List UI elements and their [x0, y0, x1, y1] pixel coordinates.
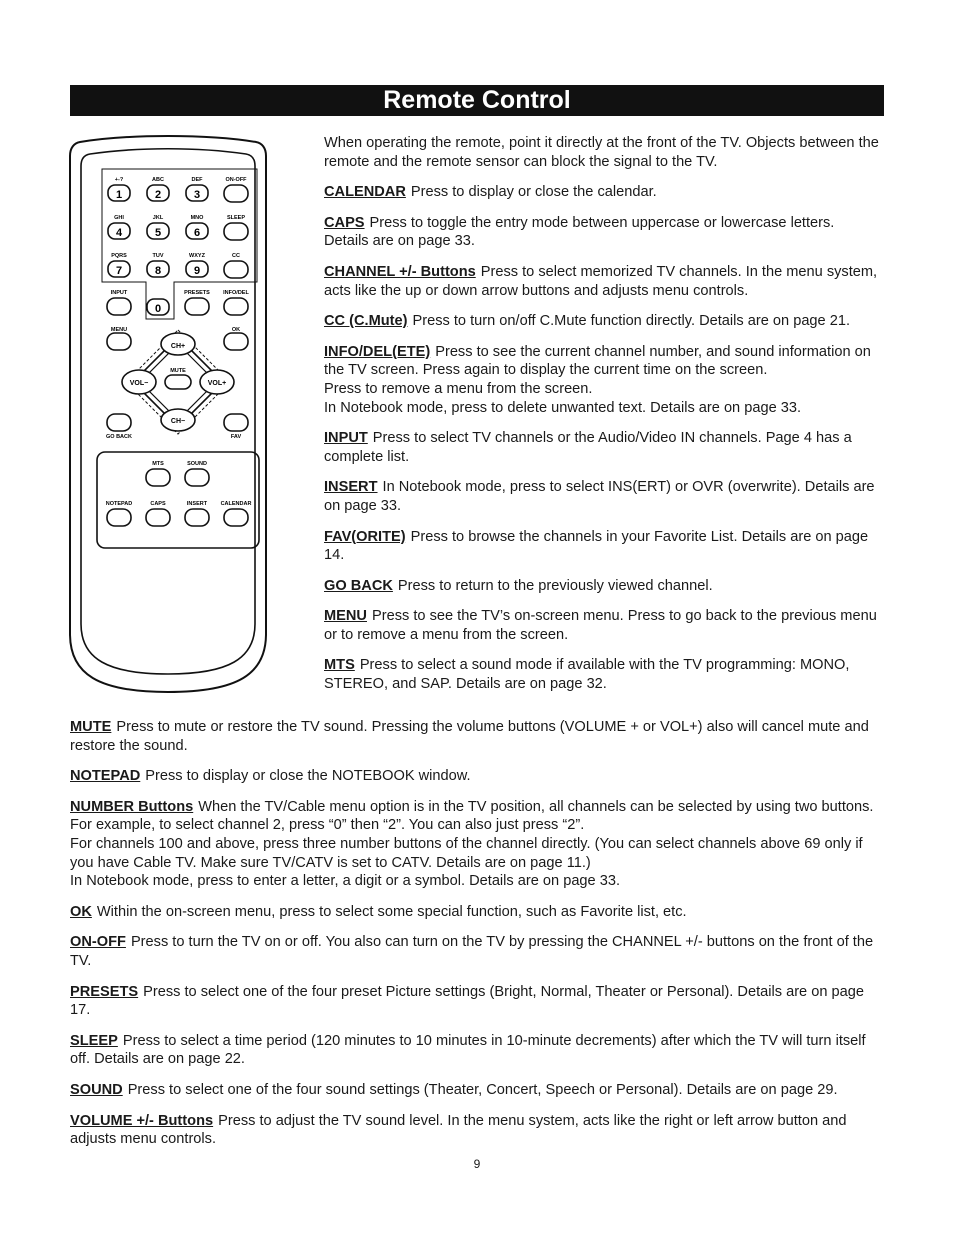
- definition-term: NUMBER Buttons: [70, 798, 194, 815]
- definition-term: MENU: [324, 608, 367, 625]
- definition-term: MUTE: [70, 719, 112, 735]
- definition-text: In Notebook mode, press to enter a letter, a digit or a symbol. Details are on page 33.: [70, 873, 621, 890]
- definition-text: Press to mute or restore the TV sound. Pressing the volume buttons (VOLUME + or VOL+) also will cancel mute and restore the sound.: [70, 719, 869, 754]
- number-button-caption: JKL: [152, 215, 164, 221]
- definition-channel-buttons: [324, 263, 882, 300]
- definition-text: Press to see the current channel number, and sound information on the TV screen. Press again to display the current time on the screen.: [324, 343, 871, 379]
- bottom-buttons: [106, 461, 252, 526]
- definition-term: CHANNEL +/- Buttons: [324, 263, 476, 280]
- side-button-cc: [224, 261, 248, 278]
- number-button-caption: +-?: [114, 177, 124, 183]
- definition-term: VOLUME +/- Buttons: [70, 1112, 214, 1129]
- definition-term: GO BACK: [324, 577, 393, 594]
- definition-text: Press to select one of the four preset Picture settings (Bright, Normal, Theater or Personal). Details are on page 17.: [70, 983, 864, 1019]
- number-button-digit: 7: [115, 265, 123, 277]
- definition-cc-c-mute: [324, 312, 882, 331]
- notepad-caption: NOTEPAD: [105, 501, 133, 507]
- definition-text: Press to remove a menu from the screen.: [324, 380, 593, 397]
- number-button-caption: GHI: [114, 215, 124, 221]
- insert-button: [185, 509, 209, 526]
- nav-cluster: [106, 327, 248, 440]
- side-button-caption: INPUT: [110, 290, 128, 296]
- definition-text: Press to select one of the four sound settings (Theater, Concert, Speech or Personal). Details are on page 29.: [127, 1081, 838, 1098]
- definition-input: [324, 429, 882, 466]
- ch-down-label: CH−: [170, 418, 186, 425]
- remote-control-illustration: [68, 134, 268, 696]
- insert-caption: INSERT: [186, 501, 208, 507]
- definition-notepad: [70, 767, 882, 786]
- caps-button: [146, 509, 170, 526]
- number-button-digit: 6: [193, 227, 201, 239]
- definition-number-buttons: [70, 798, 882, 891]
- definition-text: Press to toggle the entry mode between uppercase or lowercase letters. Details are on page 33.: [324, 214, 835, 250]
- definition-term: CAPS: [324, 214, 365, 231]
- page-number: 9: [473, 1157, 481, 1171]
- mts-caption: MTS: [152, 461, 164, 467]
- definition-term: INSERT: [324, 479, 378, 496]
- definition-text: Press to select a sound mode if available with the TV programming: MONO, STEREO, and SAP. Details are on page 32.: [324, 657, 850, 693]
- definition-text: Press to select memorized TV channels. In the menu system, acts like the up or down arrow buttons and adjusts menu controls.: [324, 263, 878, 299]
- number-button-digit: 2: [154, 189, 162, 201]
- definition-text: Press to select a time period (120 minutes to 10 minutes in 10-minute decrements) after which the TV will turn itself off. Details are on page 22.: [70, 1032, 866, 1068]
- definition-go-back: [324, 577, 882, 596]
- number-button-caption: TUV: [152, 253, 164, 259]
- page-title: Remote Control: [70, 85, 884, 116]
- vol-down-label: VOL−: [129, 380, 149, 387]
- caps-caption: CAPS: [150, 501, 166, 507]
- definition-term: PRESETS: [70, 983, 139, 1000]
- menu-button: [107, 333, 131, 350]
- intro-paragraph: When operating the remote, point it directly at the front of the TV. Objects between the remote and the remote sensor can block the signal to the TV.: [324, 135, 879, 170]
- definition-term: CC (C.Mute): [324, 313, 408, 330]
- definition-term: MTS: [324, 657, 355, 674]
- number-button-digit: 0: [154, 303, 162, 315]
- definition-text: Press to turn on/off C.Mute function directly. Details are on page 21.: [412, 313, 851, 330]
- number-button-digit: 8: [154, 265, 162, 277]
- side-button-presets: [185, 298, 209, 315]
- definition-info-del-ete: [324, 343, 882, 417]
- fav-label: FAV: [230, 434, 242, 440]
- sound-caption: SOUND: [187, 461, 207, 467]
- definition-insert: [324, 478, 882, 515]
- number-button-caption: ABC: [152, 177, 164, 183]
- definition-term: SOUND: [70, 1081, 123, 1098]
- number-button-digit: 3: [193, 189, 201, 201]
- side-button-caption: PRESETS: [184, 290, 210, 296]
- side-button-on-off: [224, 185, 248, 202]
- calendar-caption: CALENDAR: [220, 501, 252, 507]
- definition-term: SLEEP: [70, 1032, 118, 1049]
- side-button-caption: INFO/DEL: [223, 290, 249, 296]
- fav-button: [224, 414, 248, 431]
- definition-term: FAV(ORITE): [324, 528, 406, 545]
- side-button-caption: SLEEP: [226, 215, 246, 221]
- vol-up-label: VOL+: [207, 380, 227, 387]
- definition-text: Press to display or close the calendar.: [410, 184, 657, 201]
- right-column: [324, 134, 882, 706]
- side-button-caption: ON-OFF: [225, 177, 247, 183]
- side-button-caption: CC: [232, 253, 240, 259]
- definition-calendar: [324, 183, 882, 202]
- number-button-digit: 5: [154, 227, 162, 239]
- definition-mts: [324, 656, 882, 693]
- number-button-caption: DEF: [191, 177, 203, 183]
- mts-button: [146, 469, 170, 486]
- menu-label: MENU: [110, 327, 128, 333]
- definition-text: In Notebook mode, press to delete unwanted text. Details are on page 33.: [324, 399, 802, 416]
- definition-fav-orite: [324, 528, 882, 565]
- definition-ok: [70, 903, 882, 922]
- side-button-sleep: [224, 223, 248, 240]
- ch-up-label: CH+: [170, 343, 186, 350]
- definition-term: NOTEPAD: [70, 768, 141, 785]
- calendar-button: [224, 509, 248, 526]
- definition-menu: [324, 607, 882, 644]
- side-button-input: [107, 298, 131, 315]
- number-button-digit: 1: [115, 189, 123, 201]
- go-back-label: GO BACK: [106, 434, 132, 440]
- notepad-button: [107, 509, 131, 526]
- number-button-digit: 9: [193, 265, 201, 277]
- bottom-button-panel: [97, 452, 259, 548]
- mute-label: MUTE: [170, 368, 186, 374]
- definition-on-off: [70, 933, 882, 970]
- side-button-info-del: [224, 298, 248, 315]
- definitions-full-width: [70, 718, 882, 1161]
- definition-sound: [70, 1081, 882, 1100]
- number-button-digit: 4: [115, 227, 123, 239]
- ok-button: [224, 333, 248, 350]
- number-button-caption: WXYZ: [189, 253, 205, 259]
- sound-button: [185, 469, 209, 486]
- definition-text: Press to browse the channels in your Favorite List. Details are on page 14.: [324, 528, 869, 564]
- definition-text: Press to display or close the NOTEBOOK window.: [145, 768, 471, 785]
- definitions-right: [324, 183, 882, 693]
- definition-text: Press to turn the TV on or off. You also can turn on the TV by pressing the CHANNEL +/- buttons on the front of the TV.: [70, 934, 874, 969]
- definition-term: INFO/DEL(ETE): [324, 343, 431, 360]
- definition-text: In Notebook mode, press to select INS(ERT) or OVR (overwrite). Details are on page 33.: [324, 479, 875, 514]
- definition-text: Within the on-screen menu, press to select some special function, such as Favorite list, etc.: [96, 903, 687, 920]
- definition-text: Press to adjust the TV sound level. In the menu system, acts like the right or left arrow button and adjusts menu controls.: [70, 1112, 847, 1148]
- definition-term: OK: [70, 903, 92, 920]
- definition-volume-buttons: [70, 1112, 882, 1149]
- definition-mute: [70, 718, 882, 755]
- number-button-caption: PQRS: [111, 253, 127, 259]
- definition-text: Press to select TV channels or the Audio/Video IN channels. Page 4 has a complete list.: [324, 430, 852, 465]
- definition-text: When the TV/Cable menu option is in the TV position, all channels can be selected by using two buttons. For example, to select channel 2, press “0” then “2”. You can also just press “2”.: [70, 798, 874, 834]
- definition-text: For channels 100 and above, press three number buttons of the channel directly. (You can select channels above 69 only if you have Cable TV. Make sure TV/CATV is set to CATV. Details are on page 11.): [70, 835, 863, 871]
- definition-term: ON-OFF: [70, 934, 126, 951]
- go-back-button: [107, 414, 131, 431]
- definition-sleep: [70, 1032, 882, 1069]
- definition-term: INPUT: [324, 430, 368, 447]
- definition-text: Press to see the TV’s on-screen menu. Press to go back to the previous menu or to remove a menu from the screen.: [324, 608, 877, 643]
- definition-caps: [324, 214, 882, 251]
- number-button-caption: MNO: [190, 215, 204, 221]
- mute-button: [165, 375, 191, 389]
- definition-presets: [70, 983, 882, 1020]
- definition-text: Press to return to the previously viewed channel.: [397, 577, 713, 594]
- ok-label: OK: [231, 327, 241, 333]
- definition-term: CALENDAR: [324, 184, 406, 201]
